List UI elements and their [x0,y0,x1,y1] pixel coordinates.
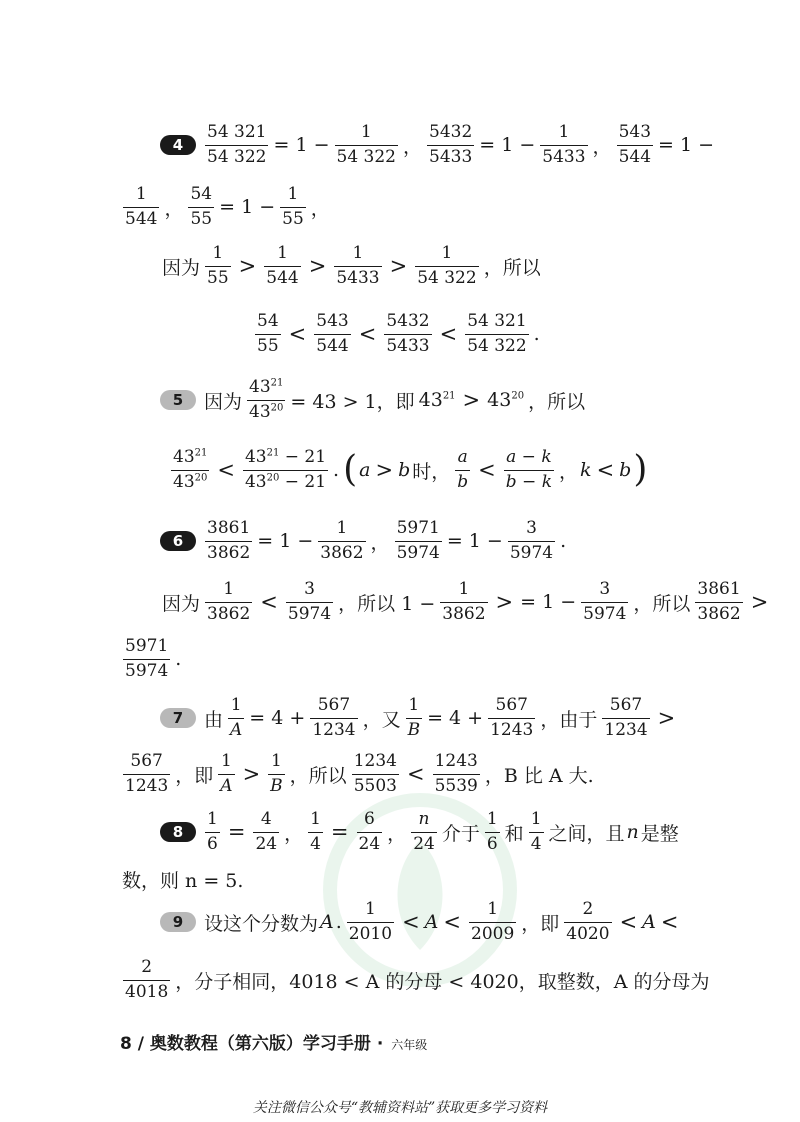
fraction: $\frac{1}{544}$ [125,184,158,229]
fraction: $\frac{1}{2009}$ [471,899,515,944]
fraction: $\frac{1}{6}$ [486,809,498,854]
problem-4-line-1: 4 $\frac{54 321}{54 322}$ = 1 − $\frac{1}{54 322}$ ， $\frac{5432}{5433}$ = 1 − $\frac{1}{5433}$ ， $\frac{543}{544}$ = 1 − [160,123,716,167]
fraction: $\frac{2}{4018}$ [125,957,169,1002]
problem-7-line-2: $\frac{567}{1243}$ ，即 $\frac{1}{A}$ > $\frac{1}{B}$ ，所以 $\frac{1234}{5503}$ < $\frac{1243}{5539}$ ，B 比 A 大. [125,751,594,796]
problem-6-line-1: 6 $\frac{3861}{3862}$ = 1 − $\frac{1}{3862}$ ， $\frac{5971}{5974}$ = 1 − $\frac{3}{5974}$ . [160,519,568,563]
fraction: $\frac{1243}{5539}$ [434,751,478,796]
bottom-note: 关注微信公众号“教辅资料站”获取更多学习资料 [252,1100,548,1116]
fraction: $\frac{1}{54 322}$ [336,122,396,167]
fraction: $\frac{4}{24}$ [255,809,278,854]
fraction: $\frac{3}{5974}$ [509,518,554,563]
problem-4-line-3: 因为 $\frac{1}{55}$ > $\frac{1}{544}$ > $\frac{1}{5433}$ > $\frac{1}{54 322}$ ，所以 [162,243,541,288]
fraction: $\frac{1}{B}$ [407,695,421,740]
fraction: $\frac{54 321}{54 322}$ [207,122,267,167]
fraction: $\frac{543}{544}$ [316,311,349,356]
fraction: $\frac{1}{5433}$ [336,243,380,288]
fraction: $\frac{54}{55}$ [190,184,213,229]
problem-6-line-3: $\frac{5971}{5974}$ . [125,636,182,681]
problem-number-badge: 5 [160,390,196,410]
fraction: $\frac{567}{1234}$ [312,695,356,740]
fraction: $\frac{1}{3862}$ [442,579,486,624]
problem-7-line-1: 7 由 $\frac{1}{A}$ = 4 + $\frac{567}{1234}$ ，又 $\frac{1}{B}$ = 4 + $\frac{567}{1243}$ ，由于 $\frac{567}{1234}$ > [160,696,680,740]
page-footer: 8 / 奥数教程（第六版）学习手册 · 六年级 [120,1034,428,1054]
fraction: $\frac{1}{3862}$ [207,579,251,624]
fraction: $\frac{43^{21}}{43^{20}}$ [173,447,208,492]
fraction: $\frac{567}{1243}$ [125,751,169,796]
problem-8-line-1: 8 $\frac{1}{6}$ = $\frac{4}{24}$ ， $\frac{1}{4}$ = $\frac{6}{24}$ ， $\frac{n}{24}$ 介于 $\frac{1}{6}$ 和 $\frac{1}{4}$ 之间，且 n 是整 [160,810,681,854]
fraction: $\frac{1}{4}$ [310,809,321,854]
fraction: $\frac{5971}{5974}$ [396,518,440,563]
fraction: $\frac{543}{544}$ [618,122,652,167]
problem-number-badge: 4 [160,135,196,155]
fraction: $\frac{3861}{3862}$ [207,518,251,563]
book-title: 奥数教程（第六版）学习手册 [149,1034,371,1054]
fraction: $\frac{a}{b}$ [457,447,469,492]
fraction: $\frac{1}{B}$ [270,751,283,796]
fraction: $\frac{1}{54 322}$ [417,243,477,288]
fraction: $\frac{1}{2010}$ [348,899,393,944]
problem-number-badge: 8 [160,822,196,842]
fraction: $\frac{5432}{5433}$ [429,122,473,167]
grade-label: 六年级 [391,1038,428,1052]
problem-4-line-4: $\frac{54}{55}$ < $\frac{543}{544}$ < $\frac{5432}{5433}$ < $\frac{54 321}{54 322}$ . [257,311,540,356]
fraction: $\frac{567}{1234}$ [604,695,648,740]
fraction: $\frac{3861}{3862}$ [697,579,741,624]
page-number: 8 [120,1034,132,1054]
fraction: $\frac{1}{4}$ [530,809,542,854]
problem-5-line-2: $\frac{43^{21}}{43^{20}}$ < $\frac{43^{21} - 21}{43^{20} - 21}$ . ( a > b 时， $\frac{a}{b}$ < $\frac{a - k}{b - k}$ ， k < b ) [173,447,648,492]
problem-8-line-2: 数，则 n = 5. [122,870,244,892]
problem-6-line-2: 因为 $\frac{1}{3862}$ < $\frac{3}{5974}$ ，所以 1 − $\frac{1}{3862}$ > = 1 − $\frac{3}{5974}$ ，所以 $\frac{3861}{3862}$ > [162,579,769,624]
fraction: $\frac{567}{1243}$ [490,695,534,740]
fraction: $\frac{2}{4020}$ [566,899,610,944]
fraction: $\frac{1}{6}$ [207,809,218,854]
fraction: $\frac{1}{5433}$ [542,122,586,167]
fraction: $\frac{43^{21} - 21}{43^{20} - 21}$ [244,447,327,492]
fraction: $\frac{54}{55}$ [257,311,279,356]
problem-9-line-1: 9 设这个分数为 A . $\frac{1}{2010}$ < A < $\frac{1}{2009}$ ，即 $\frac{2}{4020}$ < A < [160,900,684,944]
problem-number-badge: 7 [160,708,196,728]
fraction: $\frac{1}{A}$ [220,751,233,796]
fraction: $\frac{1}{55}$ [282,184,304,229]
problem-number-badge: 6 [160,531,196,551]
fraction: $\frac{5971}{5974}$ [125,636,169,681]
fraction: $\frac{1}{544}$ [266,243,299,288]
fraction: $\frac{1}{A}$ [230,695,243,740]
fraction: $\frac{a - k}{b - k}$ [505,447,553,492]
fraction: $\frac{1}{3862}$ [320,518,364,563]
fraction: $\frac{54 321}{54 322}$ [467,311,527,356]
fraction: $\frac{6}{24}$ [358,809,381,854]
fraction: $\frac{3}{5974}$ [287,579,332,624]
problem-5-line-1: 5 因为 $\frac{43^{21}}{43^{20}}$ = 43 > 1，即 $43^{21}$ > $43^{20}$ ，所以 [160,378,587,422]
fraction: $\frac{43^{21}}{43^{20}}$ [249,377,284,422]
problem-4-line-2: $\frac{1}{544}$ ， $\frac{54}{55}$ = 1 − $\frac{1}{55}$ ， [125,184,330,229]
fraction: $\frac{n}{24}$ [413,809,435,854]
problem-9-line-2: $\frac{2}{4018}$ ，分子相同，4018 < A 的分母 < 4020，取整数，A 的分母为 [125,957,710,1002]
fraction: $\frac{5432}{5433}$ [386,311,430,356]
fraction: $\frac{1}{55}$ [207,243,229,288]
fraction: $\frac{1234}{5503}$ [353,751,397,796]
problem-number-badge: 9 [160,912,196,932]
fraction: $\frac{3}{5974}$ [583,579,627,624]
